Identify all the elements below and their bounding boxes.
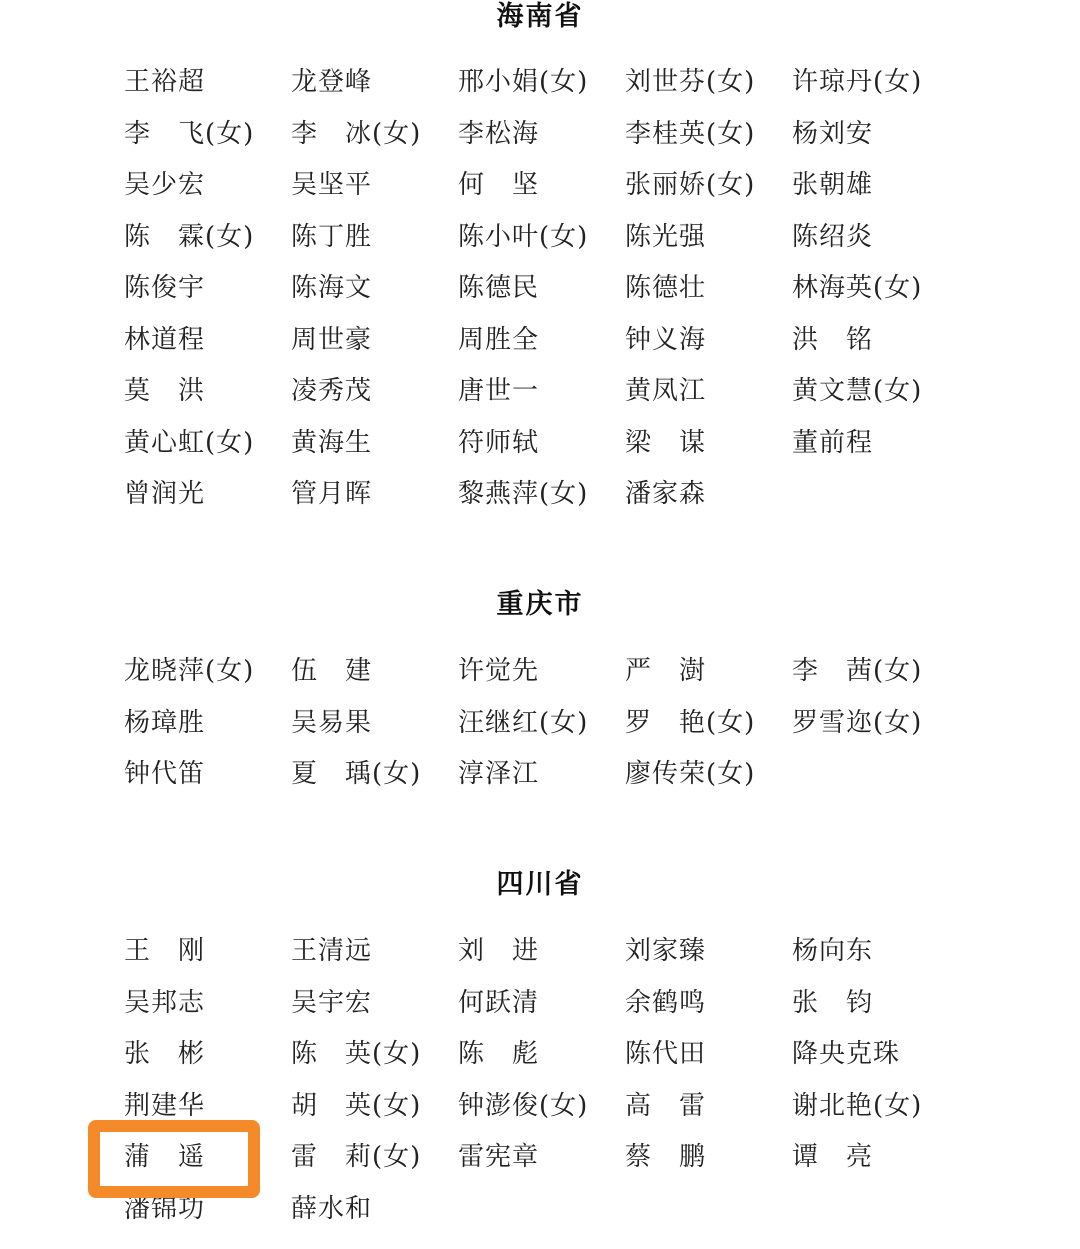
member-name: 李 冰(女) bbox=[291, 118, 422, 149]
member-name: 吴易果 bbox=[291, 707, 373, 738]
member-name: 何 坚 bbox=[458, 170, 540, 200]
member-name: 王清远 bbox=[291, 936, 373, 966]
member-name: 薛水和 bbox=[291, 1193, 373, 1224]
member-name: 伍 建 bbox=[291, 656, 373, 686]
member-name: 李桂英(女) bbox=[625, 118, 756, 149]
member-name: 符师轼 bbox=[458, 427, 540, 458]
member-name: 张朝雄 bbox=[792, 170, 874, 200]
section-title-chongqing: 重庆市 bbox=[496, 589, 584, 620]
member-name: 张丽娇(女) bbox=[625, 170, 756, 200]
member-name: 张 彬 bbox=[124, 1039, 206, 1069]
member-name: 陈小叶(女) bbox=[458, 221, 589, 252]
member-name: 谢北艳(女) bbox=[792, 1090, 923, 1121]
member-name: 罗 艳(女) bbox=[625, 707, 756, 738]
member-name: 雷宪章 bbox=[458, 1142, 540, 1172]
member-name: 黎燕萍(女) bbox=[458, 479, 589, 509]
member-name: 荆建华 bbox=[124, 1090, 206, 1121]
member-name: 李松海 bbox=[458, 118, 540, 149]
member-name: 陈光强 bbox=[625, 221, 707, 252]
member-name: 许琼丹(女) bbox=[792, 67, 923, 97]
member-name: 周胜全 bbox=[458, 324, 540, 355]
member-name: 吴邦志 bbox=[124, 987, 206, 1018]
member-name: 夏 瑀(女) bbox=[291, 759, 422, 789]
member-name: 吴宇宏 bbox=[291, 987, 373, 1018]
member-name: 钟澎俊(女) bbox=[458, 1090, 589, 1121]
member-name: 莫 洪 bbox=[124, 376, 206, 406]
member-name: 谭 亮 bbox=[792, 1142, 874, 1172]
member-name: 王 刚 bbox=[124, 936, 206, 966]
member-name: 林道程 bbox=[124, 324, 206, 355]
member-name: 潘锦功 bbox=[124, 1193, 206, 1224]
member-name: 洪 铭 bbox=[792, 324, 874, 355]
member-name: 雷 莉(女) bbox=[291, 1142, 422, 1172]
member-name: 黄文慧(女) bbox=[792, 376, 923, 406]
member-name: 邢小娟(女) bbox=[458, 67, 589, 97]
member-name: 杨向东 bbox=[792, 936, 874, 966]
member-name: 高 雷 bbox=[625, 1090, 707, 1121]
member-name: 蔡 鹏 bbox=[625, 1142, 707, 1172]
member-name: 罗雪迩(女) bbox=[792, 707, 923, 738]
member-name: 陈德壮 bbox=[625, 273, 707, 303]
member-name: 陈德民 bbox=[458, 273, 540, 303]
member-name: 淳泽江 bbox=[458, 759, 540, 789]
member-name: 曾润光 bbox=[124, 479, 206, 509]
member-name: 刘家臻 bbox=[625, 936, 707, 966]
member-name: 李 茜(女) bbox=[792, 656, 923, 686]
member-name: 李 飞(女) bbox=[124, 118, 255, 149]
member-name: 潘家森 bbox=[625, 479, 707, 509]
member-name: 陈 霖(女) bbox=[124, 221, 255, 252]
member-name: 陈代田 bbox=[625, 1039, 707, 1069]
member-name: 龙登峰 bbox=[291, 67, 373, 97]
member-name: 张 钧 bbox=[792, 987, 874, 1018]
member-name: 杨刘安 bbox=[792, 118, 874, 149]
member-name: 黄海生 bbox=[291, 427, 373, 458]
highlight-box bbox=[88, 1120, 260, 1198]
section-title-hainan: 海南省 bbox=[496, 1, 584, 32]
member-name: 梁 谋 bbox=[625, 427, 707, 458]
member-name: 周世豪 bbox=[291, 324, 373, 355]
member-name: 何跃清 bbox=[458, 987, 540, 1018]
member-name: 余鹤鸣 bbox=[625, 987, 707, 1018]
member-name: 陈 彪 bbox=[458, 1039, 540, 1069]
member-name: 陈绍炎 bbox=[792, 221, 874, 252]
member-name: 董前程 bbox=[792, 427, 874, 458]
member-name: 钟代笛 bbox=[124, 759, 206, 789]
member-name: 王裕超 bbox=[124, 67, 206, 97]
member-name: 陈海文 bbox=[291, 273, 373, 303]
member-name: 吴坚平 bbox=[291, 170, 373, 200]
member-name: 吴少宏 bbox=[124, 170, 206, 200]
member-name: 唐世一 bbox=[458, 376, 540, 406]
member-name: 陈 英(女) bbox=[291, 1039, 422, 1069]
member-name: 降央克珠 bbox=[792, 1039, 901, 1069]
member-name: 许觉先 bbox=[458, 656, 540, 686]
member-name: 钟义海 bbox=[625, 324, 707, 355]
member-name: 陈丁胜 bbox=[291, 221, 373, 252]
name-grid-hainan bbox=[124, 57, 959, 521]
member-name: 蒲 遥 bbox=[124, 1142, 206, 1172]
section-title-sichuan: 四川省 bbox=[496, 869, 584, 900]
member-name: 胡 英(女) bbox=[291, 1090, 422, 1121]
member-name: 黄凤江 bbox=[625, 376, 707, 406]
member-name: 汪继红(女) bbox=[458, 707, 589, 738]
member-name: 杨璋胜 bbox=[124, 707, 206, 738]
member-name: 刘 进 bbox=[458, 936, 540, 966]
name-grid-chongqing bbox=[124, 646, 959, 801]
member-name: 管月晖 bbox=[291, 479, 373, 509]
member-name: 陈俊宇 bbox=[124, 273, 206, 303]
member-name: 黄心虹(女) bbox=[124, 427, 255, 458]
member-name: 严 澍 bbox=[625, 656, 707, 686]
member-name: 廖传荣(女) bbox=[625, 759, 756, 789]
member-name: 龙晓萍(女) bbox=[124, 656, 255, 686]
member-name: 林海英(女) bbox=[792, 273, 923, 303]
member-name: 刘世芬(女) bbox=[625, 67, 756, 97]
member-name: 凌秀茂 bbox=[291, 376, 373, 406]
